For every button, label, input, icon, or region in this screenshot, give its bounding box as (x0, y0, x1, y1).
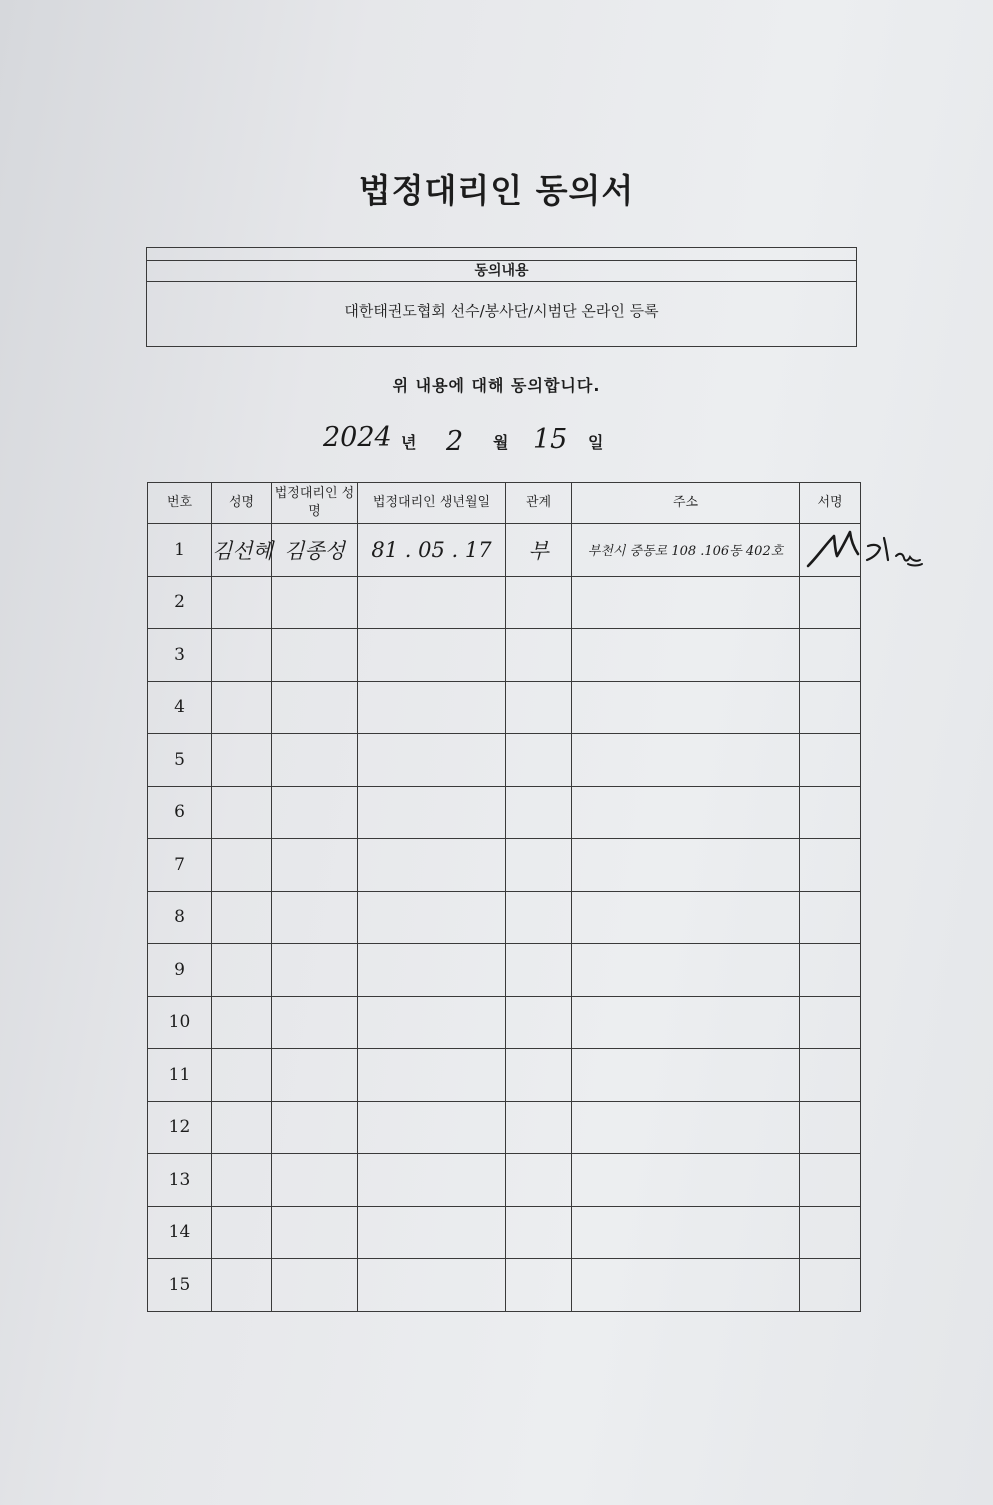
cell-name (212, 891, 272, 944)
consent-box (146, 247, 857, 347)
table-header-row (148, 483, 861, 524)
cell-guardian-name (272, 1206, 358, 1259)
cell-address (572, 1259, 800, 1312)
cell-relation (506, 1049, 572, 1102)
cell-address (572, 839, 800, 892)
cell-guardian-name (272, 1049, 358, 1102)
cell-guardian-name (272, 1259, 358, 1312)
cell-name (212, 996, 272, 1049)
cell-signature (800, 786, 861, 839)
cell-signature (800, 1154, 861, 1207)
cell-relation (506, 891, 572, 944)
cell-guardian-birth (358, 1049, 506, 1102)
header-number: 번호 (148, 483, 212, 524)
page-title: 법정대리인 동의서 (358, 171, 635, 210)
cell-name (212, 944, 272, 997)
cell-name (212, 1259, 272, 1312)
cell-number: 14 (148, 1206, 212, 1259)
cell-name (212, 1206, 272, 1259)
cell-address (572, 891, 800, 944)
cell-address (572, 734, 800, 787)
cell-relation (506, 1259, 572, 1312)
cell-address (572, 681, 800, 734)
table-row (148, 944, 861, 997)
cell-relation (506, 786, 572, 839)
cell-guardian-name (272, 891, 358, 944)
cell-address (572, 629, 800, 682)
table-row (148, 1101, 861, 1154)
cell-relation (506, 996, 572, 1049)
cell-name (212, 734, 272, 787)
table-row (148, 629, 861, 682)
date-line (0, 420, 993, 470)
cell-number: 9 (148, 944, 212, 997)
cell-name (212, 839, 272, 892)
cell-name (212, 1101, 272, 1154)
header-name: 성명 (212, 483, 272, 524)
table-row (148, 996, 861, 1049)
cell-relation (506, 734, 572, 787)
cell-guardian-birth (358, 576, 506, 629)
cell-guardian-birth (358, 681, 506, 734)
cell-name (212, 576, 272, 629)
cell-number: 2 (148, 576, 212, 629)
cell-signature (800, 839, 861, 892)
cell-guardian-birth (358, 1154, 506, 1207)
cell-name (212, 681, 272, 734)
header-guardian-name: 법정대리인 성명 (272, 483, 358, 524)
cell-guardian-name (272, 1154, 358, 1207)
cell-signature (800, 1049, 861, 1102)
cell-signature (800, 1101, 861, 1154)
cell-address (572, 1206, 800, 1259)
table-row (148, 891, 861, 944)
cell-relation (506, 681, 572, 734)
cell-guardian-birth: 81 . 05 . 17 (358, 524, 506, 577)
cell-relation (506, 1154, 572, 1207)
cell-number: 8 (148, 891, 212, 944)
header-relation: 관계 (506, 483, 572, 524)
cell-address (572, 1101, 800, 1154)
cell-signature (800, 1206, 861, 1259)
cell-address: 부천시 중동로 108 .106동 402호 (572, 524, 800, 577)
cell-number: 5 (148, 734, 212, 787)
cell-relation: 부 (506, 524, 572, 577)
header-address: 주소 (572, 483, 800, 524)
cell-number: 13 (148, 1154, 212, 1207)
table-row (148, 734, 861, 787)
cell-guardian-birth (358, 839, 506, 892)
date-year-unit: 년 (401, 433, 417, 452)
table-row (148, 576, 861, 629)
cell-number: 7 (148, 839, 212, 892)
cell-number: 3 (148, 629, 212, 682)
cell-guardian-name (272, 576, 358, 629)
date-day-unit: 일 (588, 433, 604, 452)
header-signature: 서명 (800, 483, 861, 524)
cell-relation (506, 576, 572, 629)
cell-signature (800, 734, 861, 787)
cell-relation (506, 944, 572, 997)
cell-address (572, 944, 800, 997)
cell-name (212, 629, 272, 682)
consent-body: 대한태권도협회 선수/봉사단/시범단 온라인 등록 (344, 302, 659, 320)
cell-guardian-birth (358, 1259, 506, 1312)
cell-address (572, 1049, 800, 1102)
cell-guardian-birth (358, 1101, 506, 1154)
table-row (148, 1206, 861, 1259)
cell-relation (506, 839, 572, 892)
cell-guardian-name (272, 681, 358, 734)
cell-signature (800, 576, 861, 629)
date-day: 15 (533, 424, 568, 455)
table-row (148, 1259, 861, 1312)
cell-number: 10 (148, 996, 212, 1049)
date-month: 2 (446, 426, 464, 457)
handwritten-signature (804, 526, 934, 572)
cell-name (212, 786, 272, 839)
cell-signature (800, 944, 861, 997)
cell-signature (800, 629, 861, 682)
cell-relation (506, 1206, 572, 1259)
cell-guardian-name: 김종성 (272, 524, 358, 577)
cell-guardian-name (272, 839, 358, 892)
table-row (148, 786, 861, 839)
cell-signature (800, 1259, 861, 1312)
cell-guardian-name (272, 996, 358, 1049)
table-row (148, 1154, 861, 1207)
cell-guardian-birth (358, 1206, 506, 1259)
cell-number: 6 (148, 786, 212, 839)
cell-guardian-name (272, 1101, 358, 1154)
cell-name: 김선혜 (212, 524, 272, 577)
cell-name (212, 1049, 272, 1102)
cell-guardian-birth (358, 944, 506, 997)
table-row (148, 1049, 861, 1102)
cell-signature (800, 891, 861, 944)
roster-body (148, 524, 861, 1312)
cell-address (572, 786, 800, 839)
cell-address (572, 576, 800, 629)
consent-header: 동의내용 (147, 260, 856, 282)
cell-number: 15 (148, 1259, 212, 1312)
table-row (148, 681, 861, 734)
roster-table (147, 482, 861, 1312)
cell-guardian-birth (358, 629, 506, 682)
cell-address (572, 996, 800, 1049)
cell-guardian-name (272, 629, 358, 682)
header-guardian-birth: 법정대리인 생년월일 (358, 483, 506, 524)
cell-number: 11 (148, 1049, 212, 1102)
cell-guardian-name (272, 944, 358, 997)
date-year: 2024 (323, 422, 392, 453)
cell-number: 12 (148, 1101, 212, 1154)
cell-guardian-name (272, 734, 358, 787)
cell-guardian-birth (358, 734, 506, 787)
cell-guardian-birth (358, 786, 506, 839)
agree-statement: 위 내용에 대해 동의합니다. (392, 376, 601, 395)
date-month-unit: 월 (493, 433, 509, 452)
cell-relation (506, 1101, 572, 1154)
cell-name (212, 1154, 272, 1207)
cell-number: 1 (148, 524, 212, 577)
cell-signature (800, 996, 861, 1049)
cell-relation (506, 629, 572, 682)
cell-signature (800, 524, 861, 577)
table-row (148, 839, 861, 892)
cell-number: 4 (148, 681, 212, 734)
cell-guardian-birth (358, 996, 506, 1049)
cell-guardian-birth (358, 891, 506, 944)
cell-address (572, 1154, 800, 1207)
table-row (148, 524, 861, 577)
cell-guardian-name (272, 786, 358, 839)
cell-signature (800, 681, 861, 734)
